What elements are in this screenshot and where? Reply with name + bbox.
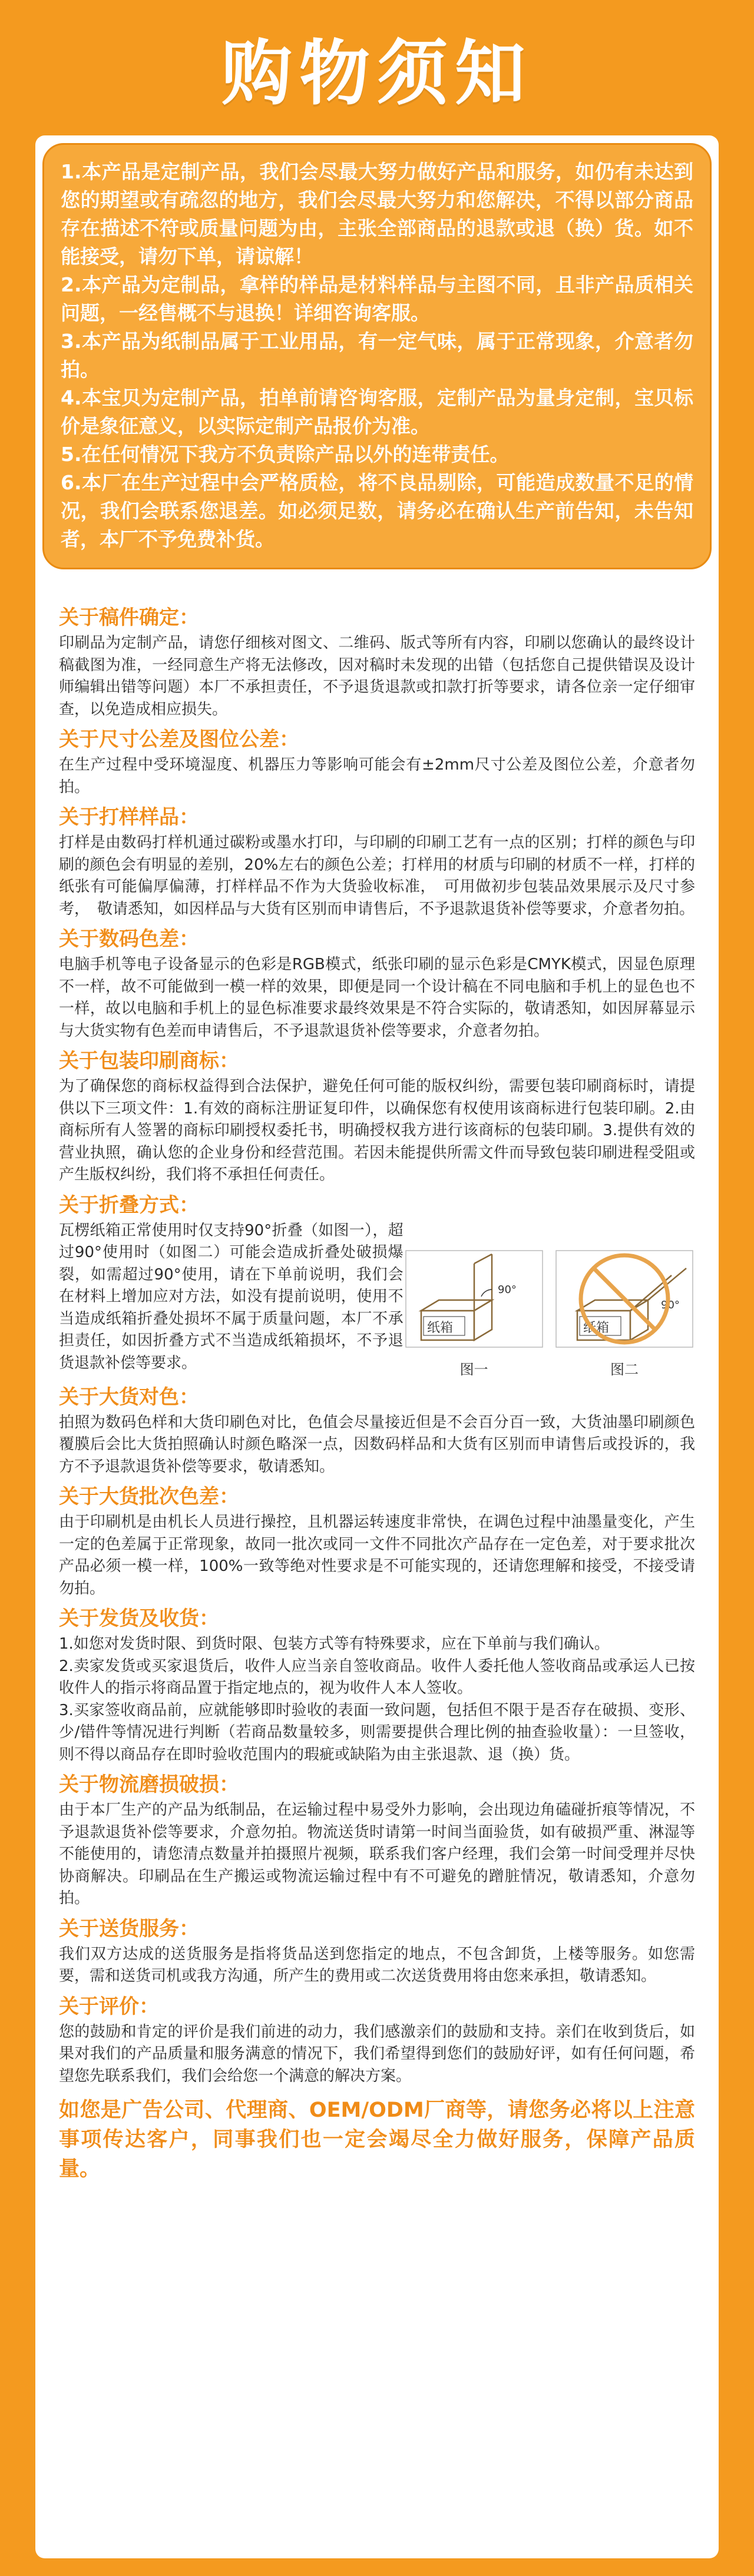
angle-label: 90° <box>497 1283 517 1296</box>
section-digital-color <box>59 926 695 1042</box>
page-frame <box>12 0 742 2576</box>
section-heading: 关于送货服务： <box>59 1917 199 1941</box>
section-logistics-damage <box>59 1771 695 1910</box>
section-manuscript <box>59 604 695 721</box>
figure-caption: 图二 <box>610 1361 639 1378</box>
box-90-degree-illustration <box>404 1246 545 1352</box>
section-heading: 关于打样样品： <box>59 805 199 829</box>
page-title: 购物须知 <box>221 33 533 115</box>
section-text: 电脑手机等电子设备显示的色彩是RGB模式，纸张印刷的显示色彩是CMYK模式，因显色原理不一样，故不可能做到一模一样的效果，即便是同一个设计稿在不同电脑和手机上的显色也不一样，故以电脑和手机上的显色标准要求最终效果是不符合实际的，敬请悉知，如因屏幕显示与大货实物有色差而申请售后，不予退款退货补偿等要求，介意者勿拍。 <box>59 956 695 1040</box>
section-samples <box>59 804 695 920</box>
section-heading: 关于大货批次色差： <box>59 1485 239 1509</box>
section-text: 由于印刷机是由机长人员进行操控，且机器运转速度非常快，在调色过程中油墨量变化，产生一定的色差属于正常现象，故同一批次或同一文件不同批次产品存在一定色差，对于要求批次产品必须一模一样，100%一致等绝对性要求是不可能实现的，还请您理解和接受，不接受请勿拍。 <box>59 1513 695 1597</box>
section-tolerance <box>59 726 695 798</box>
notice-item: 6.本厂在生产过程中会严格质检，将不良品剔除，可能造成数量不足的情况，我们会联系您退差。如必须足数，请务必在确认生产前告知，未告知者，本厂不予免费补货。 <box>61 471 693 551</box>
folding-figures <box>404 1220 695 1378</box>
box-over-90-illustration <box>554 1246 695 1352</box>
box-label: 纸箱 <box>426 1320 453 1335</box>
section-bulk-color <box>59 1384 695 1478</box>
box-label: 纸箱 <box>583 1320 610 1335</box>
section-text: 我们双方达成的送货服务是指将货品送到您指定的地点，不包含卸货，上楼等服务。如您需要，需和送货司机或我方沟通，所产生的费用或二次送货费用将由您来承担，敬请悉知。 <box>59 1945 695 1985</box>
section-heading: 关于评价： <box>59 1994 159 2018</box>
section-text: 在生产过程中受环境湿度、机器压力等影响可能会有±2mm尺寸公差及图位公差，介意者勿拍。 <box>59 756 695 796</box>
notice-item: 2.本产品为定制品，拿样的样品是材料样品与主图不同，且非产品质相关问题，一经售概不与退换！详细咨询客服。 <box>61 273 693 324</box>
section-trademark <box>59 1047 695 1186</box>
notice-item: 5.在任何情况下我方不负责除产品以外的连带责任。 <box>61 443 510 466</box>
section-text: 由于本厂生产的产品为纸制品，在运输过程中易受外力影响，会出现边角磕碰折痕等情况，不予退款退货补偿等要求，介意勿拍。物流送货时请第一时间当面验货，如有破损严重、淋湿等不能使用的，请您清点数量并拍摄照片视频，联系我们客户经理，我们会第一时间受理并尽快协商解决。印刷品在生产搬运或物流运输过程中有不可避免的蹭脏情况，敬请悉知，介意勿拍。 <box>59 1801 695 1907</box>
section-heading: 关于发货及收货： <box>59 1607 219 1630</box>
notice-item: 4.本宝贝为定制产品，拍单前请咨询客服，定制产品为量身定制，宝贝标价是象征意义，以实际定制产品报价为准。 <box>61 386 693 437</box>
section-folding <box>59 1192 695 1378</box>
section-text: 印刷品为定制产品，请您仔细核对图文、二维码、版式等所有内容，印刷以您确认的最终设计稿截图为准，一经同意生产将无法修改，因对稿时未发现的出错（包括您自己提供错误及设计师编辑出错等问题）本厂不承担责任，不予退货退款或扣款打折等要求，请各位亲一定仔细审查，以免造成相应损失。 <box>59 634 695 718</box>
terms-content <box>59 604 695 2184</box>
section-heading: 关于稿件确定： <box>59 606 199 629</box>
section-heading: 关于数码色差： <box>59 927 199 951</box>
section-delivery <box>59 1915 695 1988</box>
notice-box <box>42 143 712 569</box>
section-text: 拍照为数码色样和大货印刷色对比，色值会尽量接近但是不会百分百一致，大货油墨印刷颜色覆膜后会比大货拍照确认时颜色略深一点，因数码样品和大货有区别而申请售后或投诉的，我方不予退款退货补偿等要求，敬请悉知。 <box>59 1413 695 1476</box>
notice-item: 3.本产品为纸制品属于工业用品，有一定气味，属于正常现象，介意者勿拍。 <box>61 330 693 381</box>
section-batch-color <box>59 1483 695 1600</box>
section-heading: 关于大货对色： <box>59 1385 199 1409</box>
notice-item: 1.本产品是定制产品，我们会尽最大努力做好产品和服务，如仍有未达到您的期望或有疏忽的地方，我们会尽最大努力和您解决，不得以部分商品存在描述不符或质量问题为由，主张全部商品的退款或退（换）货。如不能接受，请勿下单，请谅解！ <box>61 160 693 268</box>
section-heading: 关于包装印刷商标： <box>59 1049 239 1073</box>
figure-caption: 图一 <box>459 1361 488 1378</box>
section-text: 为了确保您的商标权益得到合法保护，避免任何可能的版权纠纷，需要包装印刷商标时，请提供以下三项文件：1.有效的商标注册证复印件，以确保您有权使用该商标进行包装印刷。2.由商标所有人签署的商标印刷授权委托书，明确授权我方进行该商标的包装印刷。3.提供有效的营业执照，确认您的企业身份和经营范围。若因未能提供所需文件而导致包装印刷进程受阻或产生版权纠纷，我们将不承担任何责任。 <box>59 1078 695 1183</box>
section-text: 2.卖家发货或买家退货后，收件人应当亲自签收商品。收件人委托他人签收商品或承运人已按收件人的指示将商品置于指定地点的，视为收件人本人签收。 <box>59 1657 695 1697</box>
section-heading: 关于尺寸公差及图位公差： <box>59 728 299 751</box>
section-text: 3.买家签收商品前，应就能够即时验收的表面一致问题，包括但不限于是否存在破损、变形、少/错件等情况进行判断（若商品数量较多，则需要提供合理比例的抽查验收量）：一旦签收，则不得以商品存在即时验收范围内的瑕疵或缺陷为由主张退款、退（换）货。 <box>59 1701 695 1763</box>
section-heading: 关于折叠方式： <box>59 1193 199 1217</box>
bottom-note: 如您是广告公司、代理商、OEM/ODM厂商等，请您务必将以上注意事项传达客户，同事我们也一定会竭尽全力做好服务，保障产品质量。 <box>59 2098 695 2181</box>
section-reviews <box>59 1993 695 2088</box>
section-shipping <box>59 1605 695 1766</box>
section-text: 1.如您对发货时限、到货时限、包装方式等有特殊要求，应在下单前与我们确认。 <box>59 1635 610 1653</box>
angle-label: 90° <box>661 1298 680 1311</box>
section-text: 打样是由数码打样机通过碳粉或墨水打印，与印刷的印刷工艺有一点的区别；打样的颜色与印刷的颜色会有明显的差别，20%左右的颜色公差；打样用的材质与印刷的材质不一样，打样的纸张有可能偏厚偏薄，打样样品不作为大货验收标准， 可用做初步包装品效果展示及尺寸参考， 敬请悉知，如因样品与大货有区别而申请售后，不予退款退货补偿等要求，介意者勿拍。 <box>59 834 695 918</box>
figure-one <box>404 1246 545 1378</box>
section-heading: 关于物流磨损破损： <box>59 1773 239 1796</box>
section-text: 瓦楞纸箱正常使用时仅支持90°折叠（如图一），超过90°使用时（如图二）可能会造成折叠处破损爆裂，如需超过90°使用，请在下单前说明，我们会在材料上增加应对方法，如没有提前说明，使用不当造成纸箱折叠处损坏不属于质量问题，本厂不承担责任，如因折叠方式不当造成纸箱损坏，不予退货退款补偿等要求。 <box>59 1221 404 1372</box>
section-text: 您的鼓励和肯定的评价是我们前进的动力，我们感激亲们的鼓励和支持。亲们在收到货后，如果对我们的产品质量和服务满意的情况下，我们希望得到您们的鼓励好评，如有任何问题，希望您先联系我们，我们会给您一个满意的解决方案。 <box>59 2023 695 2085</box>
figure-two <box>554 1246 695 1378</box>
